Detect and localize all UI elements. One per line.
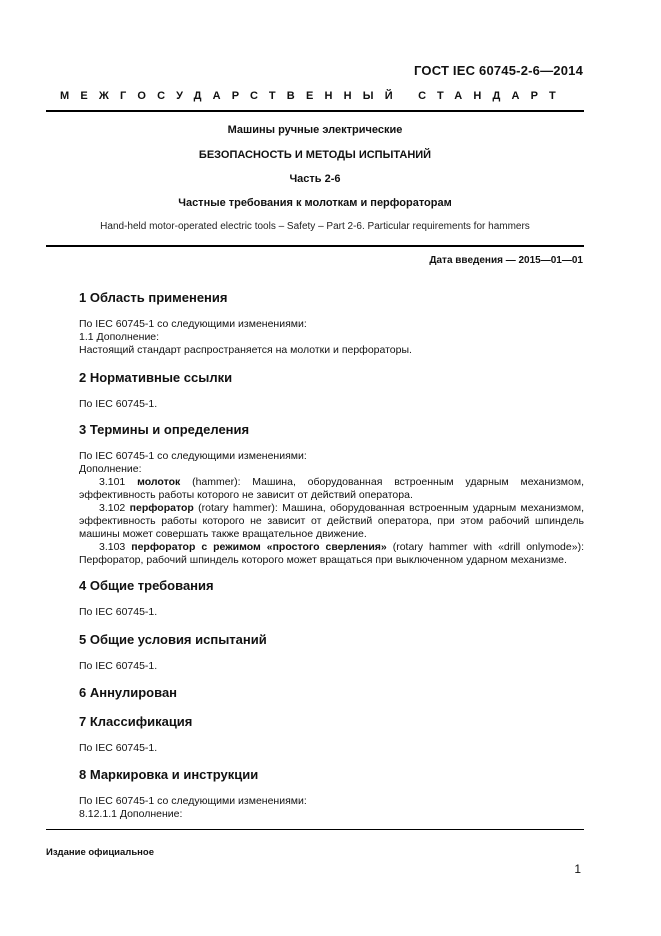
- section-5-body: [79, 660, 584, 673]
- section-7-heading: 7 Классификация: [79, 714, 193, 729]
- definition-term: молоток: [137, 476, 181, 488]
- title-line-1: Машины ручные электрические: [227, 124, 403, 136]
- title-line-2: БЕЗОПАСНОСТЬ И МЕТОДЫ ИСПЫТАНИЙ: [198, 149, 432, 161]
- definition-text: (rotary hammer with «drill onlymode»): Перфоратор, рабочий шпиндель которого может вращаться при выключенном ударном механизме.: [79, 541, 584, 566]
- header-rule: [46, 110, 584, 112]
- definition-term: перфоратор: [129, 502, 194, 514]
- section-5-line-1: По IEC 60745-1.: [79, 660, 158, 672]
- section-2-line-1: По IEC 60745-1.: [79, 398, 158, 410]
- interstate-standard-label: МЕЖГОСУДАРСТВЕННЫЙ СТАНДАРТ: [60, 90, 567, 102]
- definition-3-101: [79, 476, 584, 502]
- title-english: Hand-held motor-operated electric tools – Safety – Part 2-6. Particular requirements for hammers: [100, 221, 530, 232]
- definition-number: 3.103: [99, 541, 132, 553]
- section-1-line-2: 1.1 Дополнение:: [79, 331, 160, 343]
- section-3-line-1: По IEC 60745-1 со следующими изменениями:: [79, 450, 307, 462]
- definition-text: (hammer): Машина, оборудованная встроенным ударным механизмом, эффективность работы которого не зависит от действий оператора.: [79, 476, 584, 501]
- section-6-heading: 6 Аннулирован: [79, 685, 178, 700]
- title-line-3: Часть 2-6: [289, 173, 341, 185]
- footer-rule: [46, 829, 584, 830]
- section-4-body: [79, 606, 584, 619]
- title-line-4: Частные требования к молоткам и перфораторам: [178, 197, 452, 209]
- title-rule: [46, 245, 584, 247]
- section-1-line-1: По IEC 60745-1 со следующими изменениями:: [79, 318, 307, 330]
- definition-number: 3.102: [99, 502, 130, 514]
- section-3-line-2: Дополнение:: [79, 463, 142, 475]
- section-5-heading: 5 Общие условия испытаний: [79, 632, 267, 647]
- section-8-body: [79, 795, 584, 821]
- page-number: 1: [574, 862, 581, 876]
- section-8-heading: 8 Маркировка и инструкции: [79, 767, 259, 782]
- definition-3-102: [79, 502, 584, 541]
- definition-3-103: [79, 541, 584, 567]
- definition-number: 3.101: [99, 476, 138, 488]
- section-2-heading: 2 Нормативные ссылки: [79, 370, 233, 385]
- official-edition-label: Издание официальное: [46, 847, 154, 858]
- section-4-heading: 4 Общие требования: [79, 578, 214, 593]
- section-8-line-2: 8.12.1.1 Дополнение:: [79, 808, 183, 820]
- section-7-line-1: По IEC 60745-1.: [79, 742, 158, 754]
- introduction-date: Дата введения — 2015—01—01: [429, 255, 583, 266]
- section-1-body: [79, 318, 584, 357]
- standard-number: ГОСТ IEC 60745-2-6—2014: [414, 63, 583, 78]
- section-2-body: [79, 398, 584, 411]
- section-3-heading: 3 Термины и определения: [79, 422, 250, 437]
- section-4-line-1: По IEC 60745-1.: [79, 606, 158, 618]
- section-7-body: [79, 742, 584, 755]
- section-3-body: [79, 450, 584, 567]
- section-8-line-1: По IEC 60745-1 со следующими изменениями:: [79, 795, 307, 807]
- definition-term: перфоратор с режимом «простого сверления»: [131, 541, 387, 553]
- definition-text: (rotary hammer): Машина, оборудованная встроенным ударным механизмом, эффективность работы которого не зависит от действий оператора, при этом рабочий шпиндель машины может совершать также вращательное движение.: [79, 502, 584, 540]
- section-1-heading: 1 Область применения: [79, 290, 228, 305]
- section-1-line-3: Настоящий стандарт распространяется на молотки и перфораторы.: [79, 344, 412, 356]
